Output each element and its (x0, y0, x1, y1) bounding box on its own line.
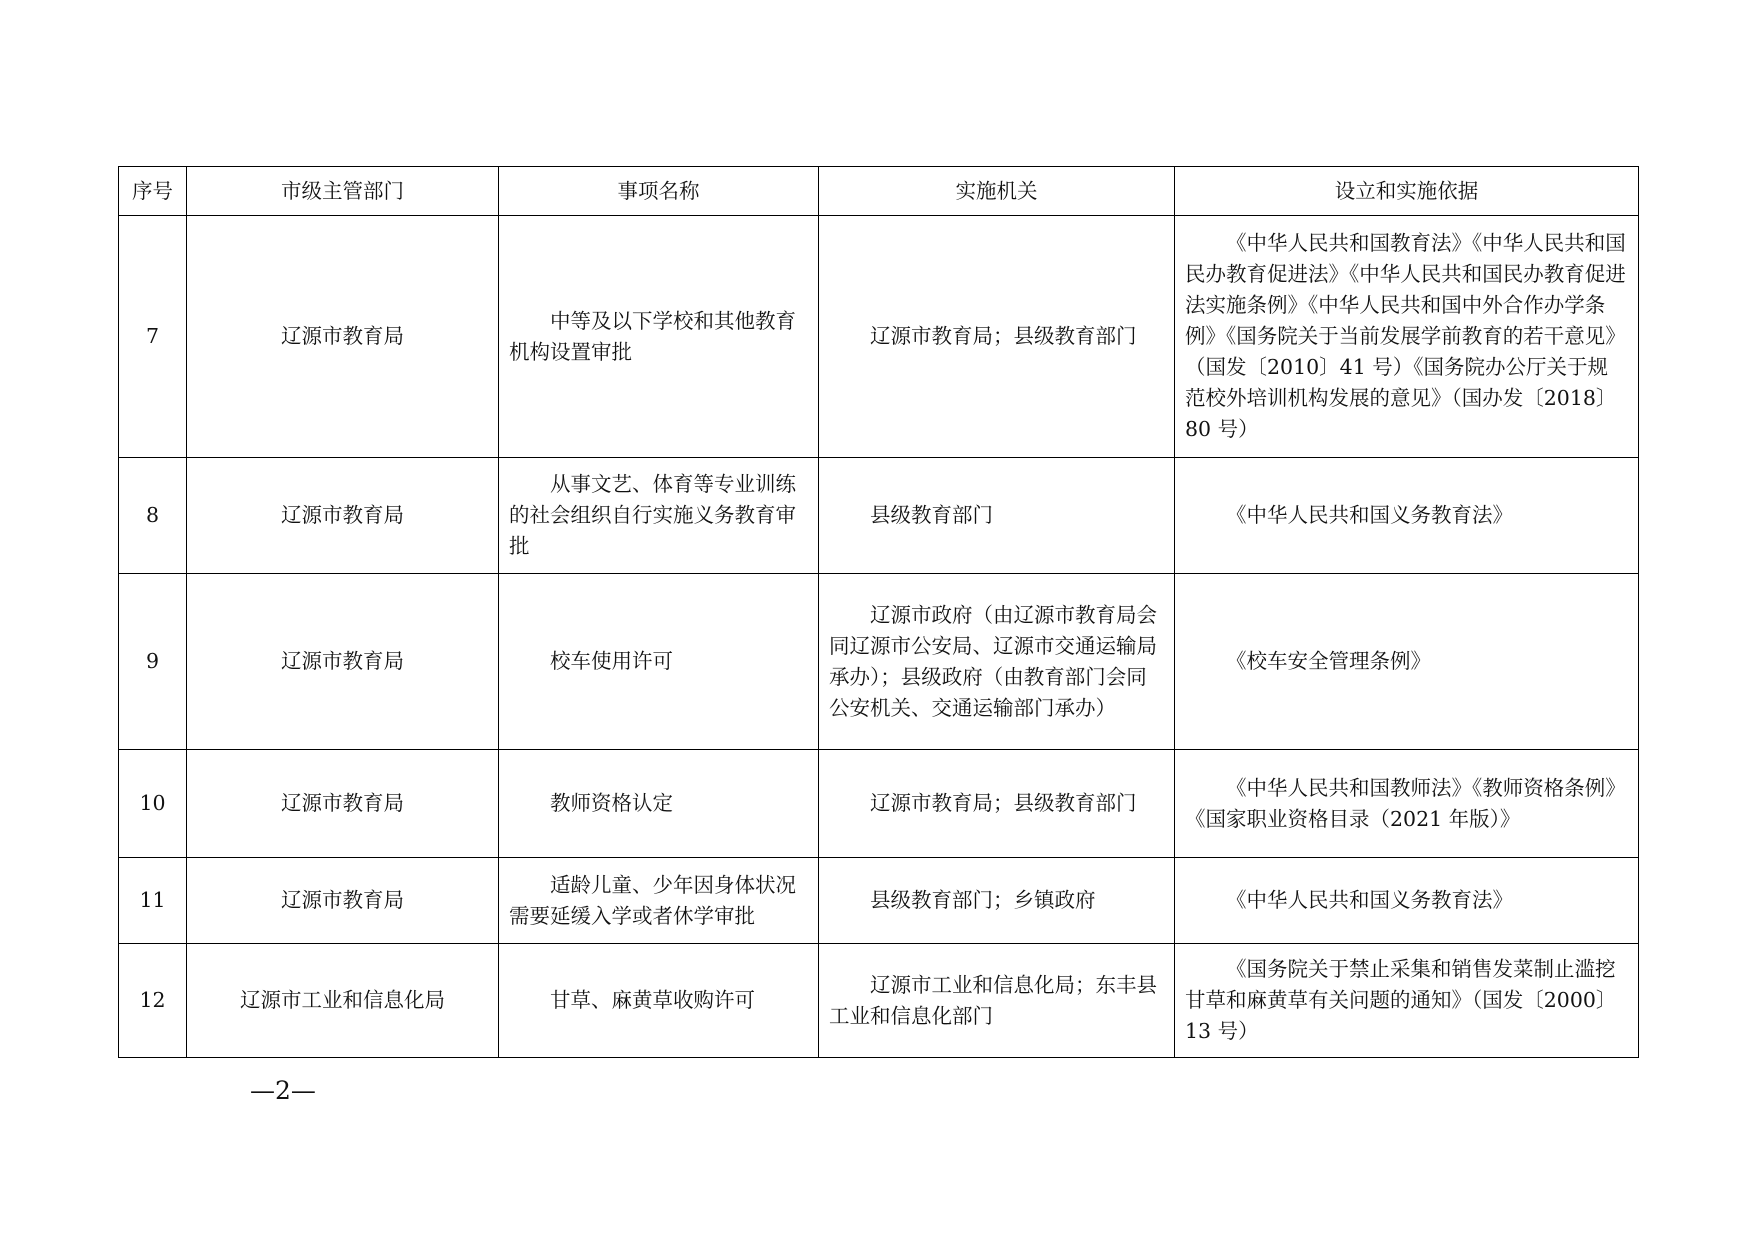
row-municipal-dept: 辽源市教育局 (187, 216, 499, 458)
row-basis-text: 《中华人民共和国义务教育法》 (1226, 503, 1513, 527)
row-item-name (499, 858, 819, 944)
row-item-name-text: 适龄儿童、少年因身体状况需要延缓入学或者休学审批 (509, 872, 796, 928)
row-implementing-agency (819, 216, 1175, 458)
row-municipal-dept: 辽源市工业和信息化局 (187, 944, 499, 1058)
row-basis-text: 《国务院关于禁止采集和销售发菜制止滥挖甘草和麻黄草有关问题的通知》（国发〔2000〕13 号） (1185, 957, 1617, 1043)
row-item-name (499, 750, 819, 858)
row-serial-no: 12 (119, 944, 187, 1058)
row-item-name (499, 458, 819, 574)
row-municipal-dept: 辽源市教育局 (187, 858, 499, 944)
table-row (119, 458, 1639, 574)
table-row (119, 858, 1639, 944)
row-serial-no: 10 (119, 750, 187, 858)
table-row (119, 750, 1639, 858)
row-implementing-agency (819, 750, 1175, 858)
row-basis-text: 《校车安全管理条例》 (1226, 649, 1431, 673)
row-agency-text: 县级教育部门；乡镇政府 (870, 888, 1096, 912)
table-header-row (119, 167, 1639, 216)
row-legal-basis (1175, 944, 1639, 1058)
row-item-name-text: 校车使用许可 (550, 649, 673, 673)
row-basis-text: 《中华人民共和国义务教育法》 (1226, 888, 1513, 912)
row-item-name-text: 中等及以下学校和其他教育机构设置审批 (509, 308, 796, 364)
row-serial-no: 11 (119, 858, 187, 944)
header-municipal-dept: 市级主管部门 (187, 167, 499, 216)
row-basis-text: 《中华人民共和国教师法》《教师资格条例》《国家职业资格目录（2021 年版）》 (1185, 775, 1626, 831)
row-implementing-agency (819, 574, 1175, 750)
row-serial-no: 8 (119, 458, 187, 574)
row-agency-text: 辽源市教育局；县级教育部门 (870, 324, 1137, 348)
row-item-name-text: 从事文艺、体育等专业训练的社会组织自行实施义务教育审批 (509, 472, 796, 558)
row-item-name-text: 甘草、麻黄草收购许可 (550, 988, 755, 1012)
row-item-name-text: 教师资格认定 (550, 791, 673, 815)
row-legal-basis (1175, 750, 1639, 858)
row-municipal-dept: 辽源市教育局 (187, 750, 499, 858)
row-legal-basis (1175, 858, 1639, 944)
header-serial-no: 序号 (119, 167, 187, 216)
row-item-name (499, 574, 819, 750)
row-legal-basis (1175, 458, 1639, 574)
page-number: —2— (250, 1076, 316, 1105)
row-municipal-dept: 辽源市教育局 (187, 458, 499, 574)
table-row (119, 574, 1639, 750)
row-serial-no: 9 (119, 574, 187, 750)
row-agency-text: 县级教育部门 (870, 503, 993, 527)
row-legal-basis (1175, 574, 1639, 750)
row-legal-basis (1175, 216, 1639, 458)
row-serial-no: 7 (119, 216, 187, 458)
row-item-name (499, 216, 819, 458)
row-item-name (499, 944, 819, 1058)
approval-items-table (118, 166, 1639, 1058)
row-implementing-agency (819, 944, 1175, 1058)
row-agency-text: 辽源市教育局；县级教育部门 (870, 791, 1137, 815)
table-row (119, 944, 1639, 1058)
row-implementing-agency (819, 458, 1175, 574)
header-item-name: 事项名称 (499, 167, 819, 216)
row-municipal-dept: 辽源市教育局 (187, 574, 499, 750)
row-agency-text: 辽源市工业和信息化局；东丰县工业和信息化部门 (829, 972, 1157, 1028)
row-implementing-agency (819, 858, 1175, 944)
table-row (119, 216, 1639, 458)
row-basis-text: 《中华人民共和国教育法》《中华人民共和国民办教育促进法》《中华人民共和国民办教育促进法实施条例》《中华人民共和国中外合作办学条例》《国务院关于当前发展学前教育的若干意见》（国发〔2010〕41 号）《国务院办公厅关于规范校外培训机构发展的意见》（国办发〔2018〕80 号） (1185, 231, 1626, 441)
row-agency-text: 辽源市政府（由辽源市教育局会同辽源市公安局、辽源市交通运输局承办）；县级政府（由教育部门会同公安机关、交通运输部门承办） (829, 602, 1157, 720)
header-implementing-agency: 实施机关 (819, 167, 1175, 216)
header-legal-basis: 设立和实施依据 (1175, 167, 1639, 216)
